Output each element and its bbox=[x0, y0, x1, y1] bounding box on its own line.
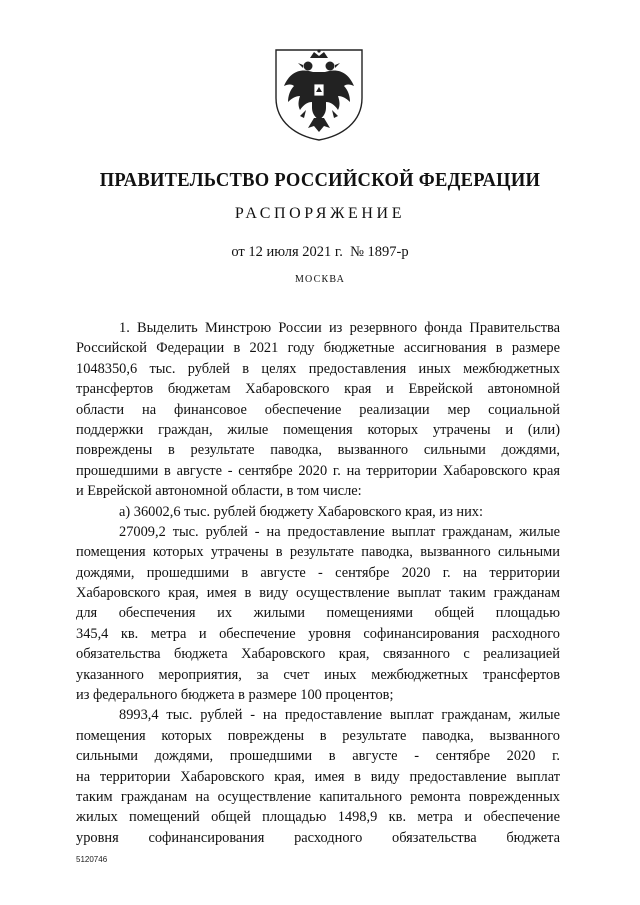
paragraph-line: помещения которых повреждены в результате паводка, вызванного bbox=[76, 727, 560, 744]
paragraph-line: трансфертов бюджетам Хабаровского края и Еврейской автономной bbox=[76, 381, 560, 398]
paragraph-line: Российской Федерации в 2021 году бюджетные ассигнования в размере bbox=[76, 340, 560, 357]
paragraph-line: жилых помещений общей площадью 1498,9 кв. метра и обеспечение bbox=[76, 809, 560, 826]
paragraph-line: уровня софинансирования расходного обязательства бюджета bbox=[76, 829, 560, 846]
paragraph-line: сильными дождями, прошедшими в августе - сентябре 2020 г. bbox=[76, 748, 560, 765]
paragraph-line: на территории Хабаровского края, имея в виду предоставление выплат bbox=[76, 768, 560, 785]
paragraph-line: таким гражданам на осуществление капитального ремонта поврежденных bbox=[76, 788, 560, 805]
paragraph-line: помещения которых утрачены в результате паводка, вызванного сильными bbox=[76, 544, 560, 561]
paragraph-line: прошедшими в августе - сентябре 2020 г. на территории Хабаровского края bbox=[76, 462, 560, 479]
coat-of-arms-icon bbox=[270, 46, 368, 142]
paragraph-line: для обеспечения их жилыми помещениями общей площадью bbox=[76, 605, 560, 622]
paragraph-line: поддержки граждан, жилые помещения которых утрачены и (или) bbox=[76, 421, 560, 438]
paragraph-line: Хабаровского края, имея в виду осуществление выплат таким гражданам bbox=[76, 585, 560, 602]
footer-document-code: 5120746 bbox=[76, 855, 108, 864]
paragraph-line: 8993,4 тыс. рублей - на предоставление выплат гражданам, жилые bbox=[119, 707, 560, 724]
document-type: РАСПОРЯЖЕНИЕ bbox=[234, 205, 406, 222]
paragraph-line: 1. Выделить Минстрою России из резервного фонда Правительства bbox=[119, 320, 560, 336]
paragraph-line: 1048350,6 тыс. рублей в целях предоставления иных межбюджетных bbox=[76, 360, 560, 377]
paragraph-line: а) 36002,6 тыс. рублей бюджету Хабаровского края, из них: bbox=[119, 503, 483, 520]
paragraph-line: повреждены в результате паводка, вызванного сильными дождями, bbox=[76, 442, 560, 459]
document-body bbox=[76, 318, 560, 848]
paragraph-line: и Еврейской автономной области, в том числе: bbox=[76, 483, 362, 500]
paragraph-line: области на финансовое обеспечение реализации мер социальной bbox=[76, 401, 560, 418]
paragraph-line: дождями, прошедшими в августе - сентябре 2020 г. на территории bbox=[76, 564, 560, 581]
paragraph-line: 27009,2 тыс. рублей - на предоставление выплат гражданам, жилые bbox=[119, 523, 560, 540]
paragraph-line: 345,4 кв. метра и обеспечение уровня софинансирования расходного bbox=[76, 625, 560, 642]
paragraph-line: из федерального бюджета в размере 100 процентов; bbox=[76, 687, 394, 704]
document-city: МОСКВА bbox=[294, 274, 346, 285]
government-title: ПРАВИТЕЛЬСТВО РОССИЙСКОЙ ФЕДЕРАЦИИ bbox=[99, 170, 541, 191]
document-date-number: от 12 июля 2021 г. № 1897-р bbox=[231, 244, 409, 260]
paragraph-line: указанного мероприятия, за счет иных межбюджетных трансфертов bbox=[76, 666, 560, 683]
paragraph-line: обязательства бюджета Хабаровского края, связанного с реализацией bbox=[76, 646, 560, 663]
